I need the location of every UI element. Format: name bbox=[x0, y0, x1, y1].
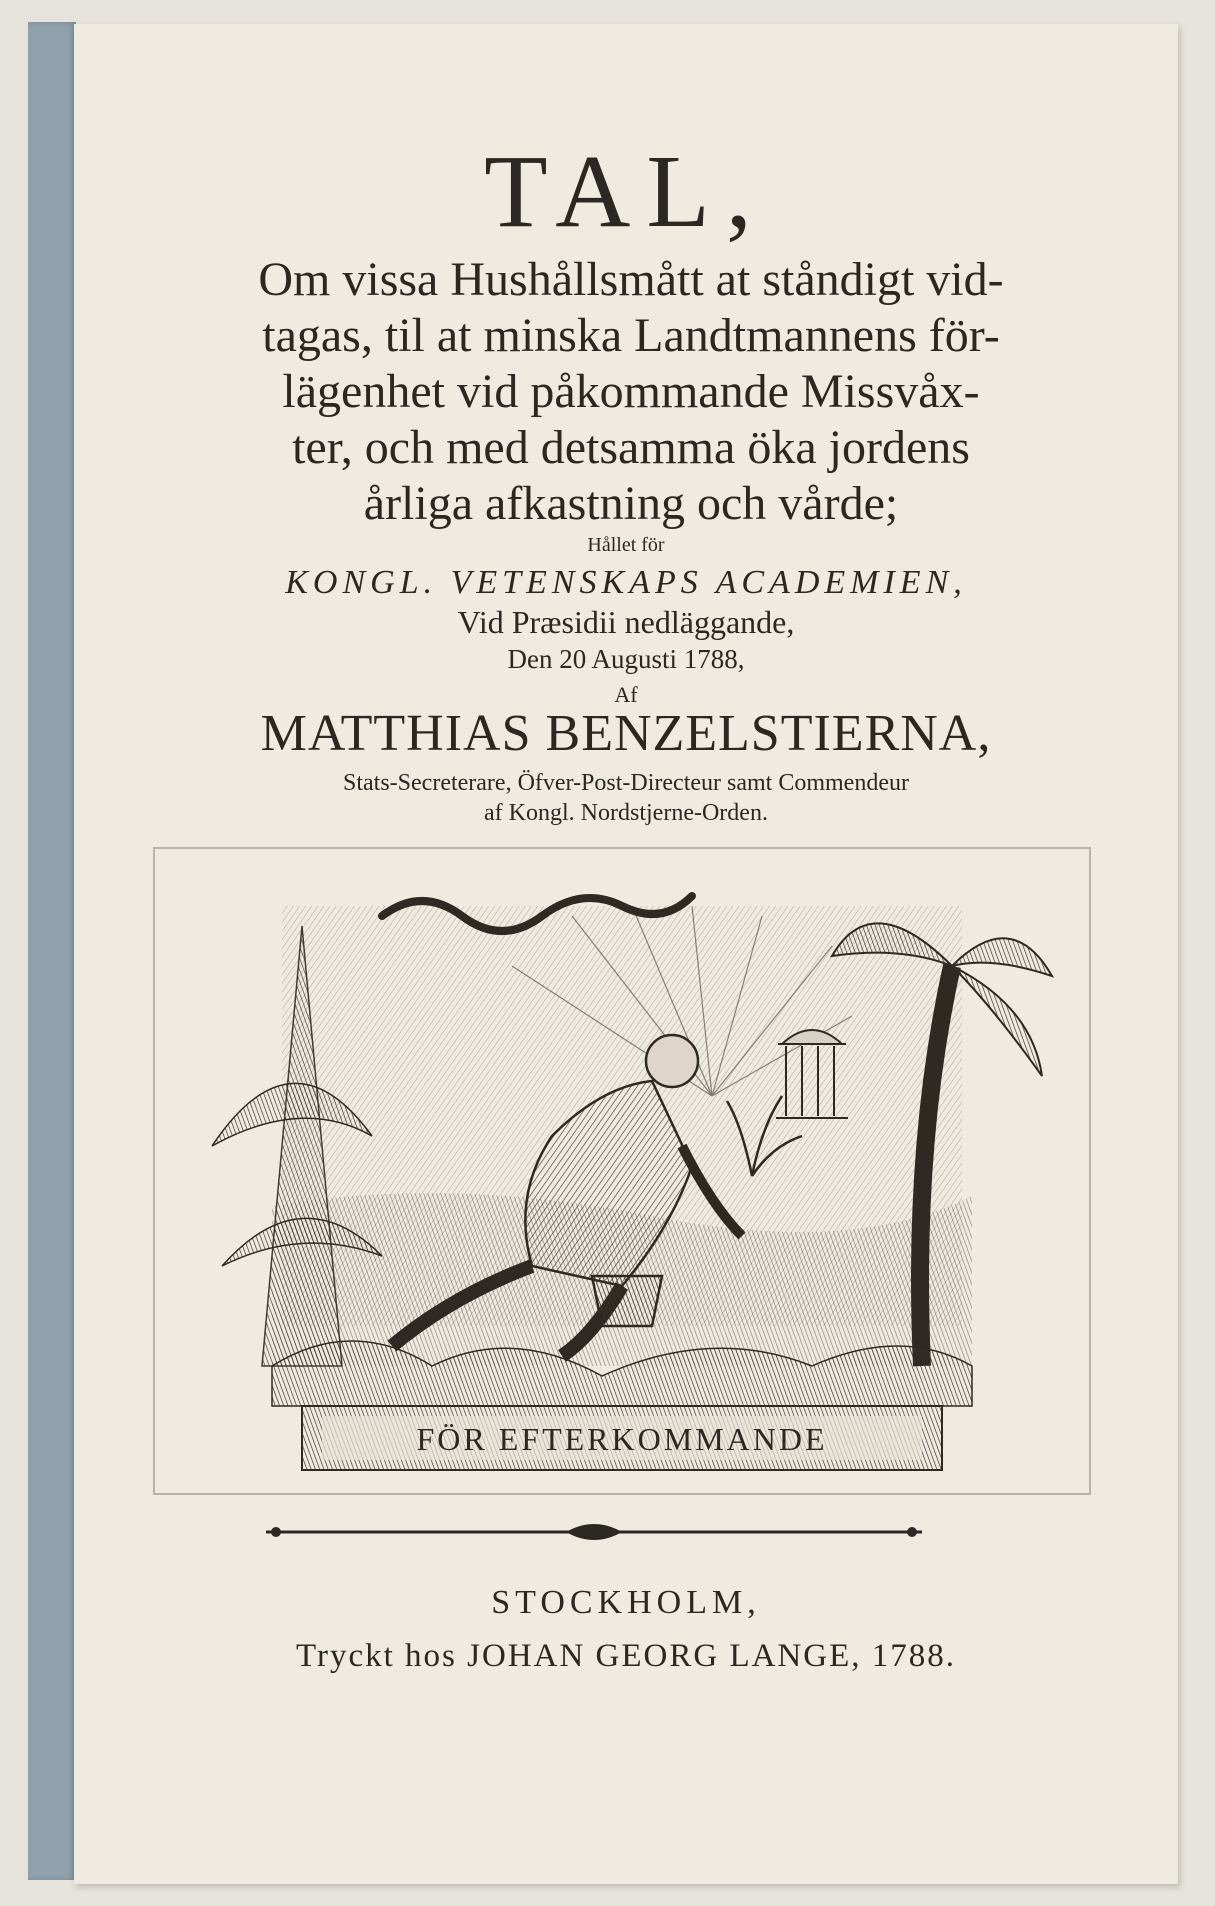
ornamental-rule bbox=[266, 1520, 922, 1544]
date-line: Den 20 Augusti 1788, bbox=[507, 644, 745, 674]
engraving-motto: FÖR EFTERKOMMANDE bbox=[416, 1421, 828, 1457]
by-label: Af bbox=[614, 682, 638, 707]
subtitle-line: Om vissa Hushållsmått at ståndigt vid- bbox=[258, 253, 1004, 306]
author-name: MATTHIAS BENZELSTIERNA, bbox=[260, 705, 992, 762]
subtitle-line: årliga afkastning och vårde; bbox=[363, 477, 899, 530]
engraving-illustration bbox=[152, 846, 1092, 1496]
imprint-printer: Tryckt hos JOHAN GEORG LANGE, 1788. bbox=[295, 1638, 957, 1674]
subtitle-line: lägenhet vid påkommande Missvåx- bbox=[282, 365, 980, 418]
author-titles bbox=[74, 768, 1178, 828]
imprint-place: STOCKHOLM, bbox=[491, 1584, 761, 1621]
author-title-line: Stats-Secreterare, Öfver-Post-Directeur samt Commendeur bbox=[343, 770, 909, 796]
subtitle-line: tagas, til at minska Landtmannens för- bbox=[262, 309, 1000, 362]
held-for-label: Hållet för bbox=[587, 534, 665, 556]
subtitle bbox=[74, 252, 1178, 532]
title-page bbox=[74, 24, 1178, 1884]
blue-spine-binding bbox=[28, 22, 76, 1880]
occasion-line: Vid Præsidii nedläggande, bbox=[457, 604, 795, 640]
author-title-line: af Kongl. Nordstjerne-Orden. bbox=[484, 800, 768, 826]
page-title: TAL, bbox=[484, 134, 768, 249]
subtitle-line: ter, och med detsamma öka jordens bbox=[292, 421, 970, 474]
academy-name: KONGL. VETENSKAPS ACADEMIEN, bbox=[285, 564, 967, 601]
